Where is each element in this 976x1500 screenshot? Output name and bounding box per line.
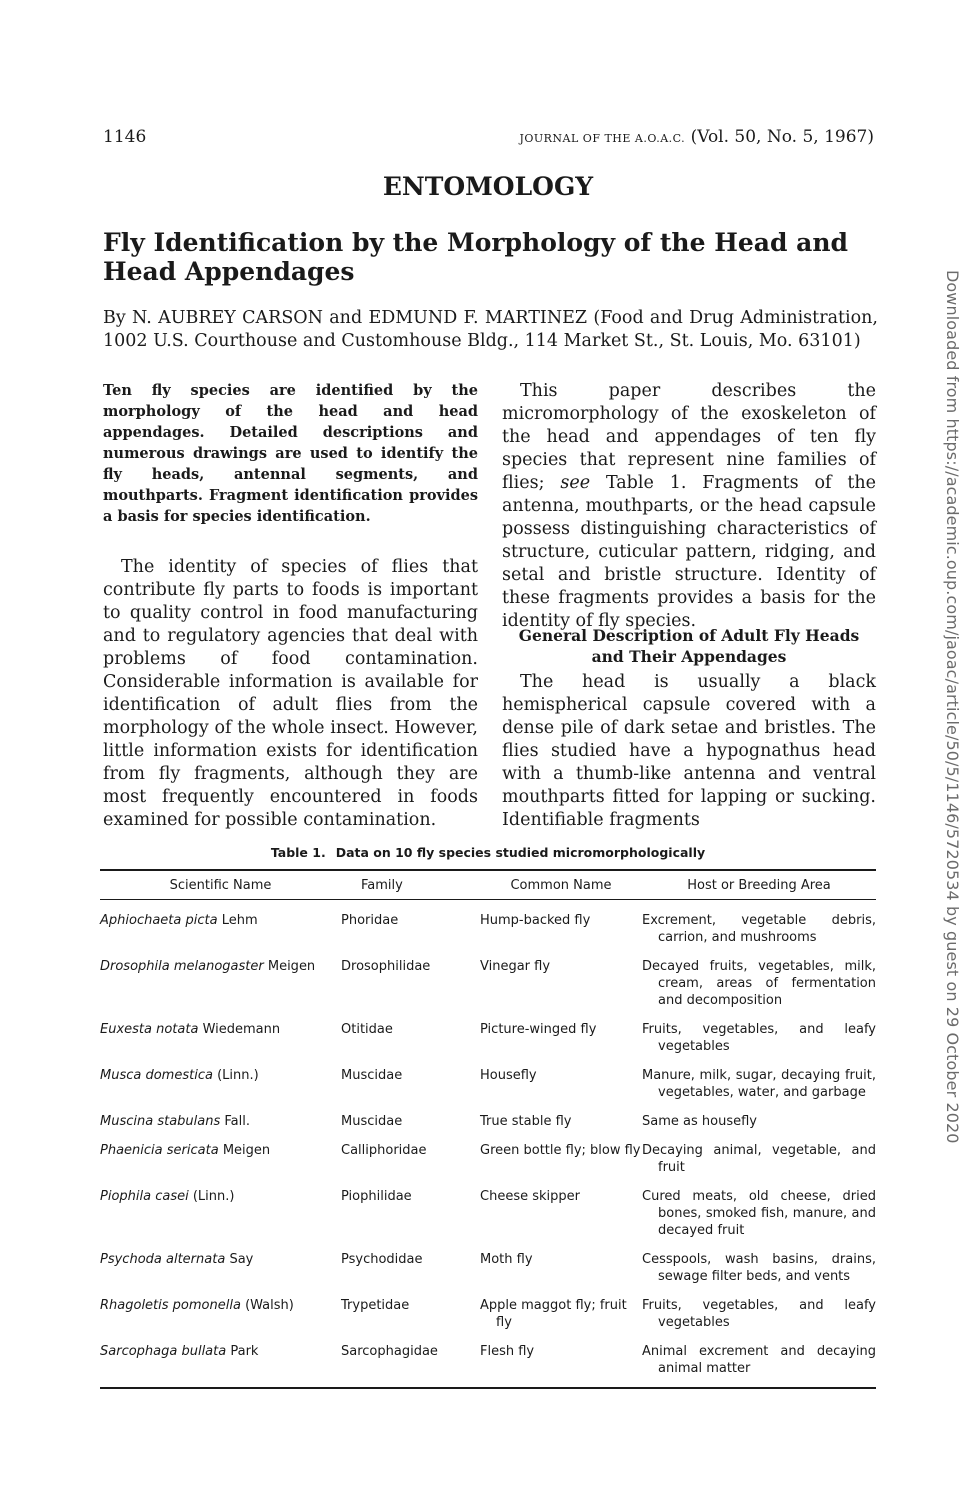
running-head xyxy=(519,127,874,147)
scientific-name-cell xyxy=(100,1015,341,1061)
byline: By N. AUBREY CARSON and EDMUND F. MARTINEZ (Food and Drug Administration, 1002 U.S. Courthouse and Customhouse Bldg., 114 Market St., St. Louis, Mo. 63101) xyxy=(103,308,878,351)
species-name: Piophila casei xyxy=(100,1189,189,1204)
table-row xyxy=(100,900,876,953)
species-name: Rhagoletis pomonella xyxy=(100,1298,241,1313)
see-italic: see xyxy=(560,473,591,493)
family-cell: Muscidae xyxy=(341,1114,403,1129)
scientific-name-cell xyxy=(100,1291,341,1337)
head-description-paragraph: The head is usually a black hemispherical capsule covered with a dense pile of dark setae and bristles. The flies studied have a hypognathus head with a thumb-like antenna and ventral mouthparts fitted for lapping or sucking. Identifiable fragments xyxy=(502,672,876,830)
species-table-container xyxy=(100,869,876,1389)
host-cell xyxy=(642,900,876,953)
description-paragraph xyxy=(502,380,876,633)
table-caption-label: Table 1. xyxy=(270,845,326,860)
host-cell xyxy=(642,1107,876,1136)
host-cell xyxy=(642,1015,876,1061)
common-name-cell xyxy=(480,1245,642,1291)
host-text: Decayed fruits, vegetables, milk, cream, areas of fermentation and decomposition xyxy=(642,959,876,1008)
description-text-a: This paper describes the micromorphology of the exoskeleton of the head and appendages of ten fly species that represent nine families of flies; xyxy=(502,381,876,493)
species-authority: Wiedemann xyxy=(202,1022,281,1037)
common-name-cell xyxy=(480,1291,642,1337)
header-family: Family xyxy=(341,870,480,900)
family-cell: Piophilidae xyxy=(341,1189,412,1204)
table-row xyxy=(100,1015,876,1061)
host-text: Same as housefly xyxy=(642,1114,757,1129)
species-authority: Meigen xyxy=(222,1143,271,1158)
species-authority: Meigen xyxy=(267,959,316,974)
host-cell xyxy=(642,1061,876,1107)
host-text: Fruits, vegetables, and leafy vegetables xyxy=(642,1298,876,1330)
table-row xyxy=(100,952,876,1015)
family-cell: Muscidae xyxy=(341,1068,403,1083)
common-name-cell xyxy=(480,1182,642,1245)
species-authority: (Linn.) xyxy=(192,1189,235,1204)
table-row xyxy=(100,1245,876,1291)
table-row xyxy=(100,1136,876,1182)
table-row xyxy=(100,1182,876,1245)
host-cell xyxy=(642,952,876,1015)
scientific-name-cell xyxy=(100,1337,341,1388)
section-heading: ENTOMOLOGY xyxy=(382,172,594,201)
species-name: Aphiochaeta picta xyxy=(100,913,218,928)
host-cell xyxy=(642,1337,876,1388)
common-name: Hump-backed fly xyxy=(480,913,591,928)
table-row xyxy=(100,1061,876,1107)
common-name: Moth fly xyxy=(480,1252,533,1267)
species-authority: Say xyxy=(229,1252,254,1267)
common-name-cell xyxy=(480,1136,642,1182)
table-row xyxy=(100,1291,876,1337)
species-authority: Lehm xyxy=(221,913,258,928)
host-text: Fruits, vegetables, and leafy vegetables xyxy=(642,1022,876,1054)
page-number: 1146 xyxy=(103,127,147,147)
common-name-cell xyxy=(480,900,642,953)
common-name: Flesh fly xyxy=(480,1344,535,1359)
species-authority: Park xyxy=(230,1344,259,1359)
family-cell: Psychodidae xyxy=(341,1252,423,1267)
journal-volume: (Vol. 50, No. 5, 1967) xyxy=(690,127,874,147)
family-cell: Otitidae xyxy=(341,1022,393,1037)
table-header-row xyxy=(100,870,876,900)
species-name: Muscina stabulans xyxy=(100,1114,221,1129)
common-name-cell xyxy=(480,1015,642,1061)
host-cell xyxy=(642,1182,876,1245)
species-authority: (Walsh) xyxy=(245,1298,294,1313)
host-text: Manure, milk, sugar, decaying fruit, vegetables, water, and garbage xyxy=(642,1068,876,1100)
description-text-b: Table 1. Fragments of the antenna, mouthparts, or the head capsule possess distinguishing characteristics of structure, cuticular pattern, ridging, and setal and bristle structure. Identity of these fragments provides a basis for the identity of fly species. xyxy=(502,473,876,631)
host-cell xyxy=(642,1291,876,1337)
common-name-cell xyxy=(480,1337,642,1388)
abstract: Ten fly species are identified by the morphology of the head and head appendages. Detailed descriptions and numerous drawings are used to identify the fly heads, antennal segments, and mouthparts. Fragment identification provides a basis for species identification. xyxy=(103,382,478,525)
subheading: General Description of Adult Fly Heads and Their Appendages xyxy=(518,626,860,666)
scientific-name-cell xyxy=(100,900,341,953)
article-title: Fly Identification by the Morphology of the Head and Head Appendages xyxy=(103,228,848,286)
host-text: Animal excrement and decaying animal matter xyxy=(642,1344,876,1376)
common-name-cell xyxy=(480,952,642,1015)
intro-paragraph: The identity of species of flies that contribute fly parts to foods is important to quality control in food manufacturing and to regulatory agencies that deal with problems of food contamination. Considerable information is available for identification of adult flies from the morphology of the whole insect. However, little information exists for identification from fly fragments, although they are most frequently encountered in foods examined for possible contamination. xyxy=(103,557,478,830)
common-name: Apple maggot fly; fruit fly xyxy=(480,1298,627,1330)
scientific-name-cell xyxy=(100,952,341,1015)
host-cell xyxy=(642,1245,876,1291)
table-row xyxy=(100,1337,876,1388)
scientific-name-cell xyxy=(100,1245,341,1291)
common-name: Housefly xyxy=(480,1068,537,1083)
family-cell: Trypetidae xyxy=(341,1298,410,1313)
species-name: Euxesta notata xyxy=(100,1022,199,1037)
species-name: Sarcophaga bullata xyxy=(100,1344,227,1359)
species-name: Drosophila melanogaster xyxy=(100,959,264,974)
common-name: True stable fly xyxy=(480,1114,572,1129)
family-cell: Calliphoridae xyxy=(341,1143,427,1158)
host-text: Excrement, vegetable debris, carrion, and mushrooms xyxy=(642,913,876,945)
host-text: Decaying animal, vegetable, and fruit xyxy=(642,1143,876,1175)
header-host: Host or Breeding Area xyxy=(642,870,876,900)
journal-name: JOURNAL OF THE A.O.A.C. xyxy=(519,132,686,145)
common-name: Vinegar fly xyxy=(480,959,551,974)
species-name: Phaenicia sericata xyxy=(100,1143,219,1158)
scientific-name-cell xyxy=(100,1182,341,1245)
host-text: Cured meats, old cheese, dried bones, smoked fish, manure, and decayed fruit xyxy=(642,1189,876,1238)
host-cell xyxy=(642,1136,876,1182)
table-caption-text: Data on 10 fly species studied micromorphologically xyxy=(335,845,706,860)
common-name-cell xyxy=(480,1107,642,1136)
common-name: Cheese skipper xyxy=(480,1189,580,1204)
scientific-name-cell xyxy=(100,1107,341,1136)
family-cell: Phoridae xyxy=(341,913,399,928)
species-authority: Fall. xyxy=(224,1114,250,1129)
header-scientific-name: Scientific Name xyxy=(100,870,341,900)
species-name: Musca domestica xyxy=(100,1068,213,1083)
species-authority: (Linn.) xyxy=(217,1068,259,1083)
species-name: Psychoda alternata xyxy=(100,1252,226,1267)
scientific-name-cell xyxy=(100,1061,341,1107)
species-table xyxy=(100,869,876,1389)
table-caption xyxy=(0,845,976,860)
table-row xyxy=(100,1107,876,1136)
host-text: Cesspools, wash basins, drains, sewage filter beds, and vents xyxy=(642,1252,876,1284)
download-watermark: Downloaded from https://academic.oup.com/jaoac/article/50/5/1146/5720534 by guest on 29 October 2020 xyxy=(943,270,962,1144)
header-common-name: Common Name xyxy=(480,870,642,900)
common-name: Picture-winged fly xyxy=(480,1022,597,1037)
family-cell: Sarcophagidae xyxy=(341,1337,480,1388)
common-name-cell xyxy=(480,1061,642,1107)
common-name: Green bottle fly; blow fly xyxy=(480,1143,641,1158)
scientific-name-cell xyxy=(100,1136,341,1182)
family-cell: Drosophilidae xyxy=(341,959,431,974)
